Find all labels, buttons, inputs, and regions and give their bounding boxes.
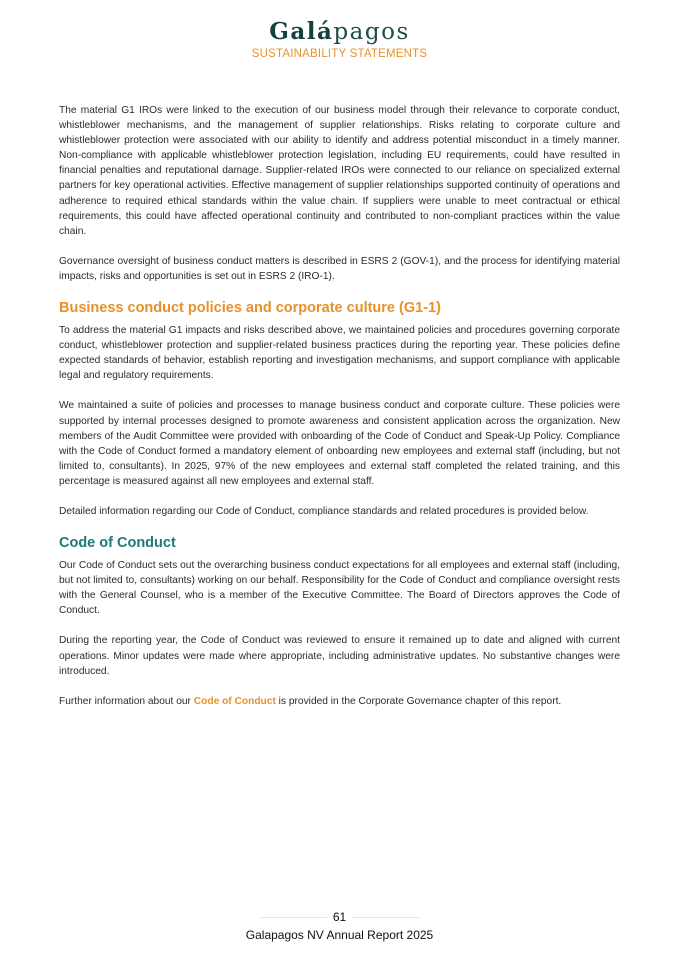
code-of-conduct-link[interactable]: Code of Conduct <box>193 695 276 707</box>
logo-text-light: pagos <box>333 19 410 45</box>
paragraph-iro-linkage: The material G1 IROs were linked to the execution of our business model through their relevance to corporate conduct, whistleblower mechanisms, and the management of supplier relationships. Risks relating to corporate culture and whistleblower protection were associated with our ability to identify and address potential misconduct in a timely manner. Non-compliance with applicable whistleblower protection legislation, including EU requirements, could have resulted in financial penalties and reputational damage. Supplier-related IROs were connected to our reliance on specialized external partners for key operational activities. Effective management of supplier relationships supported continuity of operations and adherence to required ethical standards within the value chain. If suppliers were unable to meet contractual or ethical requirements, this could have affected operational continuity and contributed to non-compliant practices within the value chain. <box>59 105 620 237</box>
page-number: 61 <box>327 908 352 926</box>
further-info-text-start: Further information about our <box>59 695 194 707</box>
paragraph-further-information <box>59 694 620 709</box>
report-name: Galapagos NV Annual Report 2025 <box>245 928 434 942</box>
page-footer <box>0 908 679 942</box>
paragraph-policies-intro: To address the material G1 impacts and risks described above, we maintained policies and procedures governing corporate conduct, whistleblower protection and supplier-related business practices during the reporting year. These policies define expected standards of behavior, establish reporting and investigation mechanisms, and support compliance with applicable legal and regulatory requirements. <box>59 325 620 382</box>
page-number-line <box>260 908 420 926</box>
paragraph-detailed-information: Detailed information regarding our Code of Conduct, compliance standards and related procedures is provided below. <box>59 505 589 517</box>
page-header <box>0 18 679 60</box>
paragraph-policy-suite: We maintained a suite of policies and processes to manage business conduct and corporate culture. These policies were supported by internal processes designed to promote awareness and consistent application across the organization. New members of the Audit Committee were provided with onboarding of the Code of Conduct and Speak-Up Policy. Compliance with the Code of Conduct formed a mandatory element of onboarding new employees and external staff (including, but not limited to, consultants). In 2025, 97% of the new employees and external staff completed the related training, and this percentage is measured against all new employees and external staff. <box>59 400 620 487</box>
logo-text-bold: Galá <box>269 18 334 45</box>
heading-code-of-conduct: Code of Conduct <box>59 535 176 552</box>
paragraph-code-review: During the reporting year, the Code of Conduct was reviewed to ensure it remained up to date and aligned with current operations. Minor updates were made where appropriate, including administrative updates. No substantive changes were introduced. <box>59 635 620 677</box>
paragraph-governance-oversight: Governance oversight of business conduct matters is described in ESRS 2 (GOV-1), and the process for identifying material impacts, risks and opportunities is set out in ESRS 2 (IRO-1). <box>59 255 620 282</box>
heading-business-conduct-policies: Business conduct policies and corporate culture (G1-1) <box>59 300 441 317</box>
further-info-text-end: is provided in the Corporate Governance chapter of this report. <box>275 695 562 707</box>
paragraph-code-overview: Our Code of Conduct sets out the overarching business conduct expectations for all employees and external staff (including, but not limited to, consultants) working on our behalf. Responsibility for the Code of Conduct and compliance oversight rests with the General Counsel, who is a member of the Executive Committee. The Board of Directors approves the Code of Conduct. <box>59 560 620 617</box>
galapagos-logo <box>0 18 679 46</box>
main-content <box>59 103 620 724</box>
section-subtitle: SUSTAINABILITY STATEMENTS <box>251 48 428 60</box>
